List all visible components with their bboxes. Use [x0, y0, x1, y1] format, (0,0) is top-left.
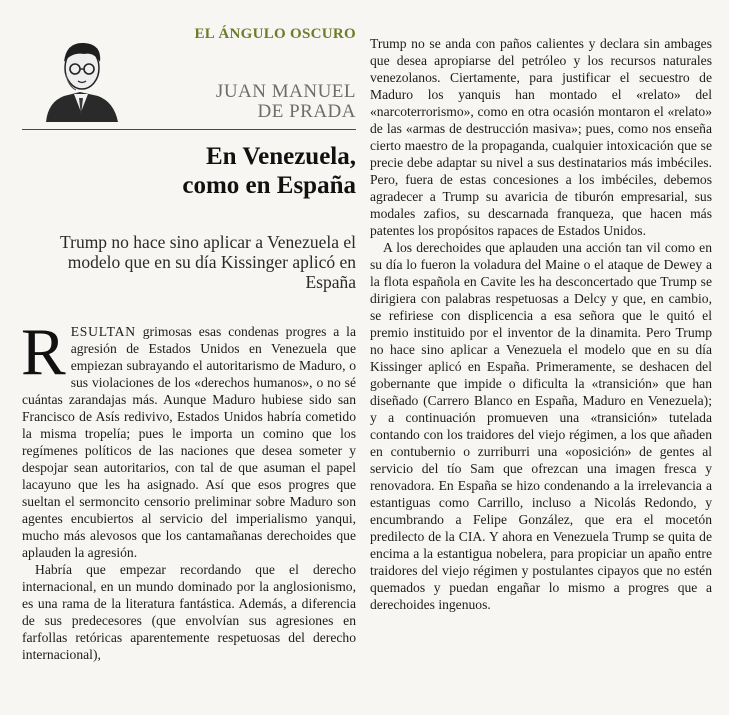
paragraph-3: Trump no se anda con paños calientes y declara sin ambages que desea apropiarse del petróleo y los recursos naturales venezolanos. Ciertamente, para justificar el secuestro de Maduro los yanquis han montado el «relato» del «narcoterrorismo», como en otra ocasión montaron el «relato» de las «armas de destrucción masiva»; pues, como nos enseña cierto maestro de la propaganda, cualquier intoxicación que se precie debe adaptar su nivel a sus destinatarios más imbéciles. Pero, fuera de estas concesiones a los imbéciles, debemos agradecer a Trump su avaricia de tiburón empresarial, sus modales zafios, su descarnada franqueza, que hacen más patentes los propósitos rapaces de Estados Unidos.: [370, 36, 712, 238]
paragraph-1-text: grimosas esas condenas progres a la agresión de Estados Unidos en Venezuela que empiezan subrayando el autoritarismo de Maduro, o sus violaciones de los «derechos humanos», o no sé cuántas zarandajas más. Aunque Maduro hubiese sido san Francisco de Asís redivivo, Estados Unidos habría cometido la misma tropelía; pues le importa un comino que los regímenes políticos de las naciones que desea someter y despojar sean autoritarios, con tal de que asuman el papel lacayuno que les ha asignado. Así que esos progres que sueltan el sermoncito censorio preliminar sobre Maduro son agentes encubiertos al servicio del imperialismo yanqui, mucho más alevosos que los cantamañanas derechoides que aplauden la agresión.: [22, 324, 356, 560]
paragraph-2: Habría que empezar recordando que el derecho internacional, en un mundo dominado por la anglosionismo, es una rama de la literatura fantástica. Además, a diferencia de sus predecesores (que envolvían sus agresiones en farfollas retóricas aparentemente respetuosas del derecho internacional),: [22, 562, 356, 662]
subheadline: Trump no hace sino aplicar a Venezuela el modelo que en su día Kissinger aplicó en España: [60, 232, 356, 292]
headline: [36, 142, 356, 200]
paragraph-1: [21, 315, 356, 561]
author-last-name: DE PRADA: [257, 101, 356, 122]
paragraph-4: A los derechoides que aplauden una acción tan vil como en su día lo fueron la voladura del Maine o el ataque de Dewey a la flota española en Cavite les ha desconcertado que Trump se dirigiera con palabras respetuosas a Delcy y que, en cambio, se refiriese con displicencia a esa señora que le quitó el premio instituido por el inventor de la dinamita. Pero Trump no hace sino aplicar a Venezuela el modelo que en su día Kissinger aplicó en España. Primeramente, se deshacen del gobernante que impide o dificulta la «transición» que han diseñado (Carrero Blanco en España, Maduro en Venezuela); y a continuación promueven una «transición» tutelada contando con los traidores del viejo régimen, a los que añaden en contubernio o zurriburri una «oposición» de gentes al servicio del tío Sam que ofrezcan una imagen fresca y renovadora. En España se hizo condenando a la irrelevancia a estantiguas como Carrillo, incluso a Nicolás Redondo, y encumbrando a Felipe González, que era el mocetón predilecto de la CIA. Y ahora en Venezuela Trump se quita de encima a la estantigua nobelera, para propiciar un apaño entre traidores del viejo régimen y postulantes cipayos que no estén quemados y puedan engañar lo mismo a progres que a derechoides ingenuos.: [370, 240, 712, 612]
left-column: [16, 0, 356, 715]
headline-line-1: En Venezuela,: [205, 143, 356, 170]
divider: [22, 129, 356, 130]
section-label: EL ÁNGULO OSCURO: [194, 26, 356, 42]
headline-line-2: como en España: [182, 172, 356, 199]
author-portrait-icon: [40, 32, 122, 124]
drop-cap: R: [21, 315, 66, 389]
author-byline: [156, 82, 356, 122]
body-left: [21, 315, 356, 663]
lead-caps: ESULTAN: [70, 324, 136, 339]
right-column: [370, 35, 712, 613]
author-first-name: JUAN MANUEL: [215, 81, 356, 102]
